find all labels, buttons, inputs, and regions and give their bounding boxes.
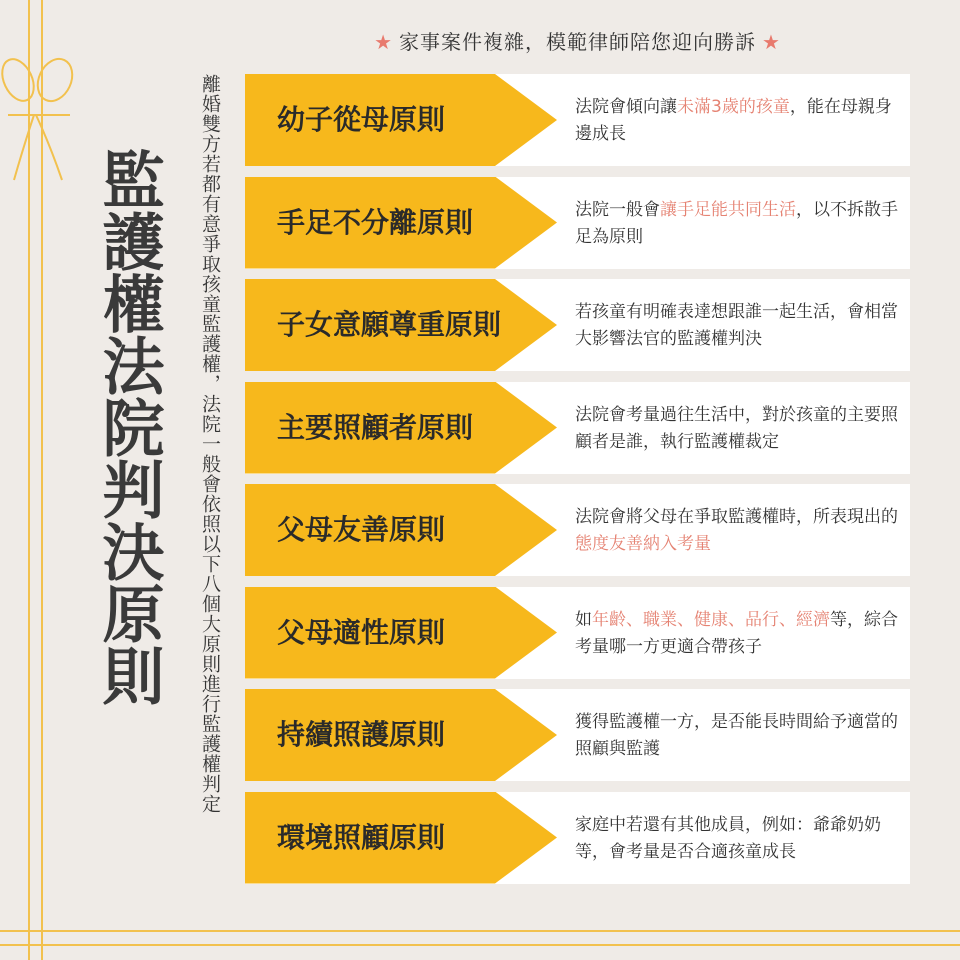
principle-description — [575, 94, 900, 148]
principle-description — [575, 607, 900, 661]
principle-row — [245, 279, 910, 371]
page-title: 監護權法院判決原則 — [92, 148, 165, 706]
principle-name: 手足不分離原則 — [277, 205, 474, 239]
description-text: 法院會傾向讓 — [575, 97, 677, 117]
description-text: ，以不拆散手足為原則 — [575, 199, 898, 247]
principles-list — [245, 74, 910, 894]
header-text: 家事案件複雜，模範律師陪您迎向勝訴 — [399, 30, 756, 54]
highlight-text: 未滿3歲的孩童 — [677, 97, 790, 117]
principle-description — [575, 402, 900, 456]
description-text: ，能在母親身邊成長 — [575, 97, 892, 144]
principle-name: 持續照護原則 — [277, 718, 446, 751]
principle-row — [245, 484, 910, 576]
highlight-text: 讓手足能共同生活 — [660, 199, 796, 220]
principle-description — [575, 504, 900, 558]
principle-row — [245, 177, 910, 269]
principle-row — [245, 792, 910, 884]
principle-description — [575, 299, 900, 353]
highlight-text: 態度友善納入考量 — [575, 534, 711, 554]
ribbon-line-horizontal — [0, 930, 960, 932]
highlight-text: 年齡、職業、健康、品行、經濟 — [592, 609, 830, 630]
ribbon-bow-icon — [0, 40, 80, 190]
principle-name: 主要照顧者原則 — [277, 410, 474, 444]
ribbon-line-horizontal — [0, 944, 960, 946]
principle-description — [575, 197, 900, 251]
principle-name: 父母適性原則 — [277, 615, 446, 649]
description-text: 若孩童有明確表達想跟誰一起生活，會相當大影響法官的監護權判決 — [575, 302, 898, 349]
description-text: 獲得監護權一方，是否能長時間給予適當的照顧與監護 — [575, 712, 898, 759]
description-text: 法院一般會 — [575, 199, 660, 220]
principle-row — [245, 74, 910, 166]
description-text: 法院會考量過往生活中，對於孩童的主要照顧者是誰，執行監護權裁定 — [575, 404, 898, 452]
principle-row — [245, 382, 910, 474]
description-text: 等，綜合考量哪一方更適合帶孩子 — [575, 609, 898, 657]
description-text: 家庭中若還有其他成員，例如：爺爺奶奶等，會考量是否合適孩童成長 — [575, 814, 881, 862]
page-subtitle: 離婚雙方若都有意爭取孩童監護權，法院一般會依照以下八個大原則進行監護權判定 — [199, 74, 221, 814]
description-text: 如 — [575, 609, 592, 630]
principle-description — [575, 709, 900, 763]
header-tagline — [245, 26, 910, 55]
principle-row — [245, 689, 910, 781]
principle-name: 幼子從母原則 — [277, 103, 446, 136]
principle-name: 子女意願尊重原則 — [277, 308, 502, 341]
principle-name: 父母友善原則 — [277, 513, 446, 546]
description-text: 法院會將父母在爭取監護權時，所表現出的 — [575, 507, 898, 527]
star-icon: ★ — [762, 30, 781, 54]
principle-row — [245, 587, 910, 679]
star-icon: ★ — [374, 30, 393, 54]
principle-name: 環境照顧原則 — [277, 820, 446, 854]
principle-description — [575, 812, 900, 866]
